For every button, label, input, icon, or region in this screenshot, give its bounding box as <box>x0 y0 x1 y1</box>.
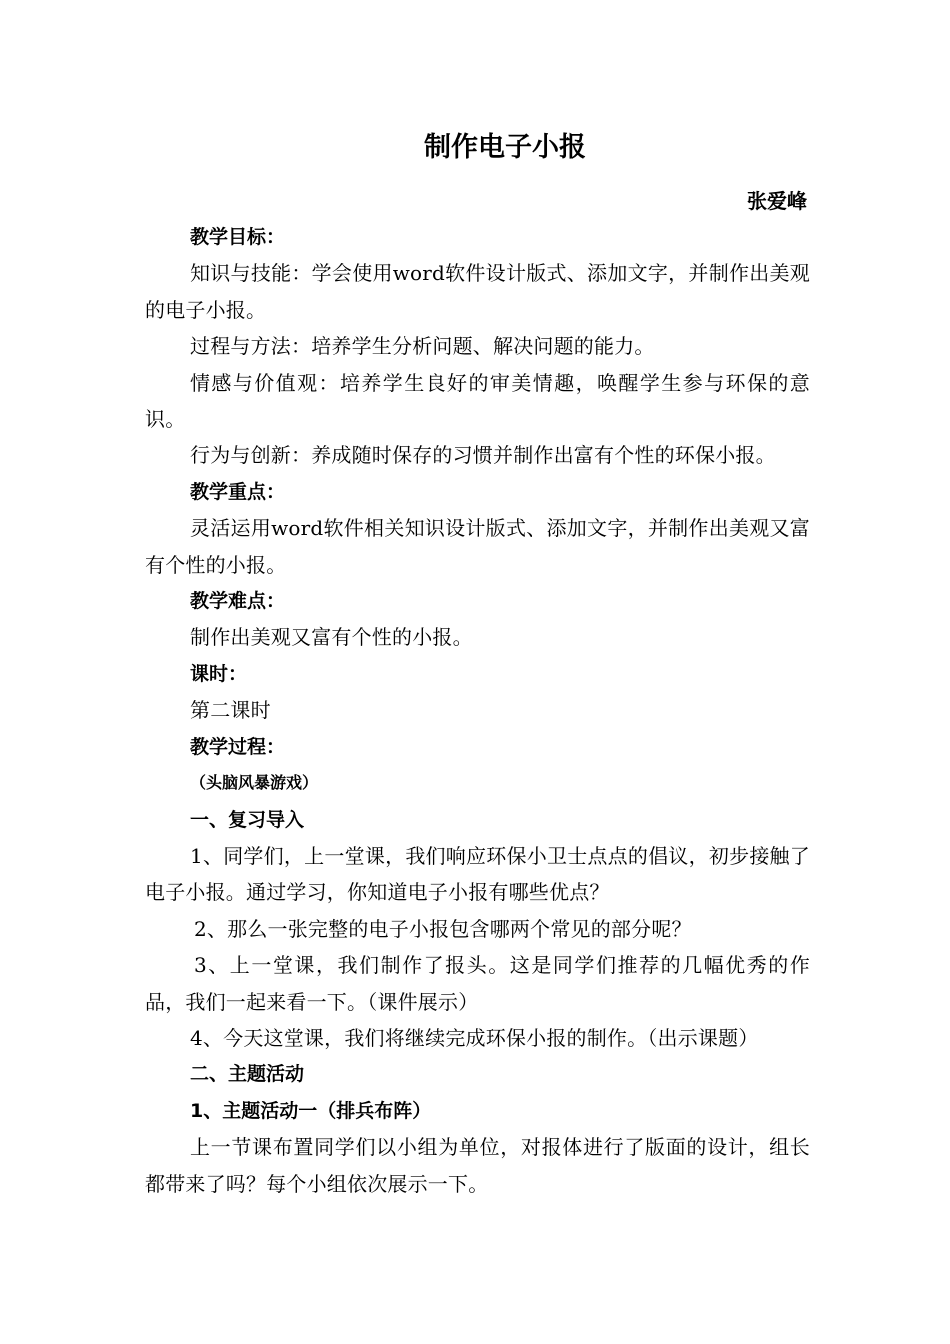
document-body <box>145 219 810 1202</box>
paragraph: 上一节课布置同学们以小组为单位，对报体进行了版面的设计，组长都带来了吗？每个小组依次展示一下。 <box>145 1135 810 1196</box>
sub-heading: （头脑风暴游戏） <box>190 773 319 793</box>
section-heading: 教学目标： <box>190 226 286 248</box>
paragraph: 情感与价值观：培养学生良好的审美情趣，唤醒学生参与环保的意识。 <box>145 370 810 432</box>
section-heading: 课时： <box>190 662 248 685</box>
paragraph: 3、上一堂课，我们制作了报头。这是同学们推荐的几幅优秀的作品，我们一起来看一下。（课件展示） <box>145 953 810 1014</box>
section-heading: 教学重点： <box>190 480 286 503</box>
paragraph: 知识与技能：学会使用word软件设计版式、添加文字，并制作出美观的电子小报。 <box>145 261 810 322</box>
section-heading: 教学难点： <box>190 590 286 613</box>
section-heading: 二、主题活动 <box>190 1063 305 1086</box>
paragraph: 1、同学们，上一堂课，我们响应环保小卫士点点的倡议，初步接触了电子小报。通过学习，你知道电子小报有哪些优点？ <box>145 843 810 905</box>
paragraph: 行为与创新：养成随时保存的习惯并制作出富有个性的环保小报。 <box>190 443 776 468</box>
section-heading: 1、主题活动一（排兵布阵） <box>190 1099 432 1122</box>
paragraph: 4、今天这堂课，我们将继续完成环保小报的制作。（出示课题） <box>190 1025 759 1050</box>
paragraph: 灵活运用word软件相关知识设计版式、添加文字，并制作出美观又富有个性的小报。 <box>145 516 810 577</box>
document-title: 制作电子小报 <box>424 132 586 163</box>
document-author: 张爱峰 <box>747 189 807 213</box>
paragraph: 过程与方法：培养学生分析问题、解决问题的能力。 <box>190 334 655 359</box>
paragraph: 制作出美观又富有个性的小报。 <box>190 625 473 650</box>
paragraph: 2、那么一张完整的电子小报包含哪两个常见的部分呢？ <box>194 916 692 941</box>
paragraph: 第二课时 <box>190 698 271 723</box>
section-heading: 一、复习导入 <box>190 808 305 831</box>
section-heading: 教学过程： <box>190 735 286 758</box>
